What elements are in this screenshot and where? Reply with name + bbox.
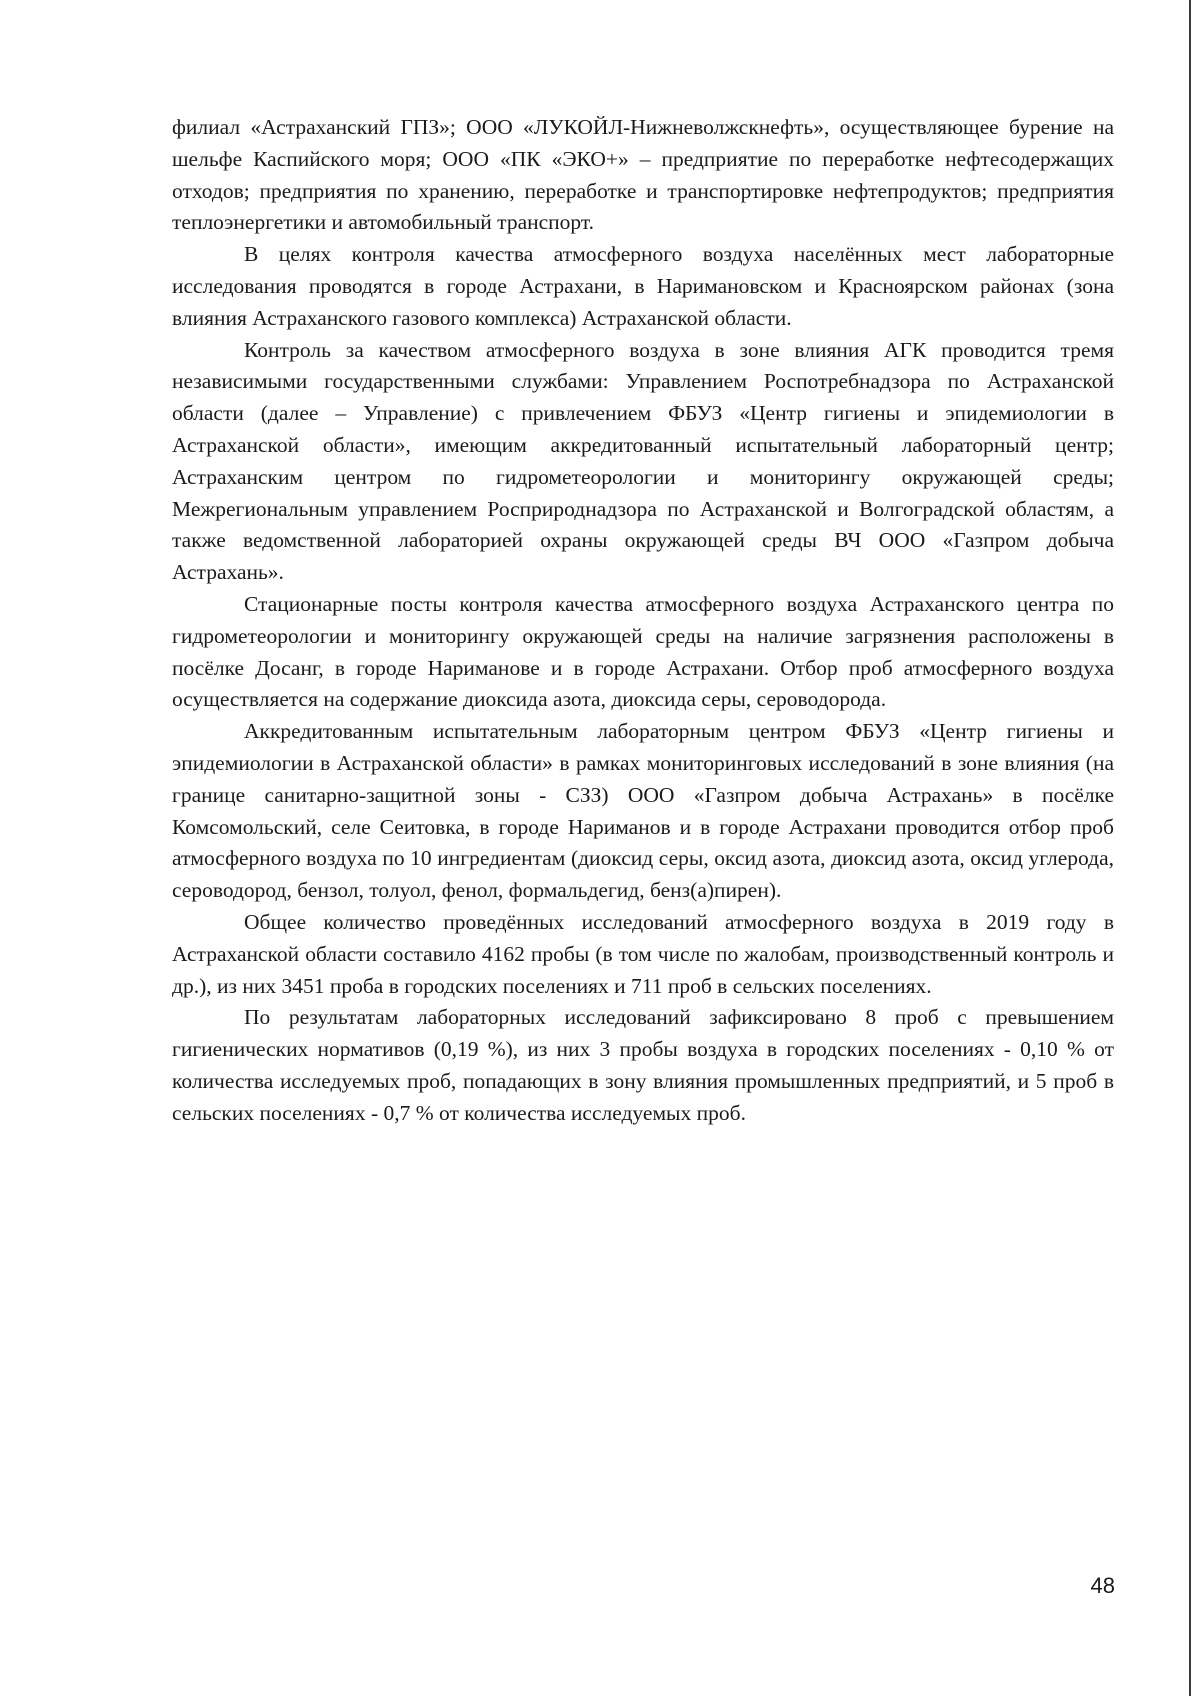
- paragraph-exceedances: По результатам лабораторных исследований зафиксировано 8 проб с превышением гигиенических нормативов (0,19 %), из них 3 пробы воздуха в городских поселениях - 0,10 % от количества исследуемых проб, попадающих в зону влияния промышленных предприятий, и 5 проб в сельских поселениях - 0,7 % от количества исследуемых проб.: [172, 1005, 1114, 1125]
- paragraph-total-samples: Общее количество проведённых исследований атмосферного воздуха в 2019 году в Астраханской области составило 4162 пробы (в том числе по жалобам, производственный контроль и др.), из них 3451 проба в городских поселениях и 711 проб в сельских поселениях.: [172, 909, 1114, 998]
- paragraph-stationary-posts: Стационарные посты контроля качества атмосферного воздуха Астраханского центра по гидрометеорологии и мониторингу окружающей среды на наличие загрязнения расположены в посёлке Досанг, в городе Нариманове и в городе Астрахани. Отбор проб атмосферного воздуха осуществляется на содержание диоксида азота, диоксида серы, сероводорода.: [172, 591, 1114, 712]
- paragraph-continuation: филиал «Астраханский ГПЗ»; ООО «ЛУКОЙЛ-Нижневолжскнефть», осуществляющее бурение на шельфе Каспийского моря; ООО «ПК «ЭКО+» – предприятие по переработке нефтесодержащих отходов; предприятия по хранению, переработке и транспортировке нефтепродуктов; предприятия теплоэнергетики и автомобильный транспорт.: [172, 115, 1114, 235]
- paragraph-control-services: Контроль за качеством атмосферного воздуха в зоне влияния АГК проводится тремя независимыми государственными службами: Управлением Роспотребнадзора по Астраханской области (далее – Управление) с привлечением ФБУЗ «Центр гигиены и эпидемиологии в Астраханской области», имеющим аккредитованный испытательный лабораторный центр; Астраханским центром по гидрометеорологии и мониторингу окружающей среды; Межрегиональным управлением Росприроднадзора по Астраханской и Волгоградской областям, а также ведомственной лабораторией охраны окружающей среды ВЧ ООО «Газпром добыча Астрахань».: [172, 337, 1114, 585]
- paragraph-monitoring-locations: В целях контроля качества атмосферного воздуха населённых мест лабораторные исследования проводятся в городе Астрахани, в Наримановском и Красноярском районах (зона влияния Астраханского газового комплекса) Астраханской области.: [172, 242, 1114, 330]
- document-body: [172, 112, 1114, 1130]
- paragraph-accredited-lab: Аккредитованным испытательным лабораторным центром ФБУЗ «Центр гигиены и эпидемиологии в Астраханской области» в рамках мониторинговых исследований в зоне влияния (на границе санитарно-защитной зоны - СЗЗ) ООО «Газпром добыча Астрахань» в посёлке Комсомольский, селе Сеитовка, в городе Нариманов и в городе Астрахани проводится отбор проб атмосферного воздуха по 10 ингредиентам (диоксид серы, оксид азота, диоксид азота, оксид углерода, сероводород, бензол, толуол, фенол, формальдегид, бенз(а)пирен).: [172, 719, 1114, 903]
- page-edge-border: [1189, 0, 1191, 1696]
- page-number: 48: [1090, 1573, 1115, 1598]
